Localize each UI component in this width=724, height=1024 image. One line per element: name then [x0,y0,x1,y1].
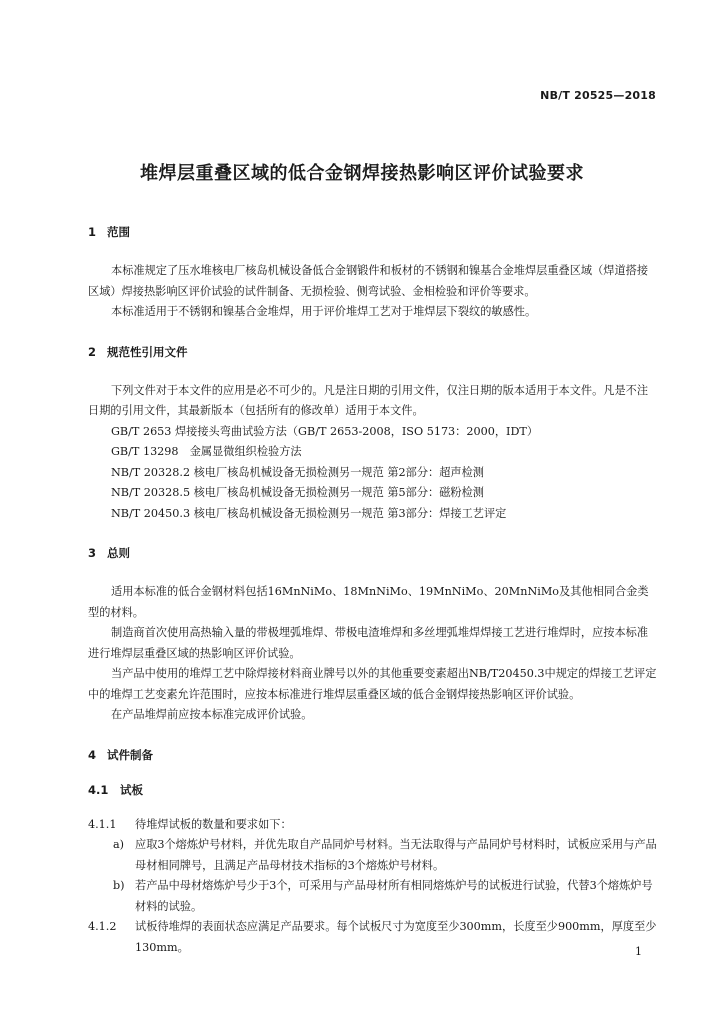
reference-item: GB/T 13298 金属显微组织检验方法 [111,445,302,458]
paragraph: 本标准适用于不锈钢和镍基合金堆焊，用于评价堆焊工艺对于堆焊层下裂纹的敏感性。 [111,305,537,318]
section-title: 总则 [107,546,130,560]
section-1-heading [88,222,658,242]
document-title: 堆焊层重叠区域的低合金钢焊接热影响区评价试验要求 [140,163,584,184]
subsection-4-1-heading [88,780,658,800]
list-item [88,876,658,917]
section-title: 试件制备 [107,747,153,762]
section-number: 3 [88,546,97,560]
reference-item: GB/T 2653 焊接接头弯曲试验方法（GB/T 2653-2008，ISO 5173：2000，IDT） [111,424,539,438]
clause-4-1-2 [88,917,658,958]
section-3-heading [88,543,658,563]
section-number: 1 [88,225,97,239]
subsection-title: 试板 [120,782,143,797]
paragraph: 当产品中使用的堆焊工艺中除焊接材料商业牌号以外的其他重要变素超出NB/T20450.3中规定的焊接工艺评定中的堆焊工艺变素允许范围时，应按本标准进行堆焊层重叠区域的低合金钢焊接热影响区评价试验。 [88,667,657,701]
clause-4-1-1 [88,815,658,836]
reference-item: NB/T 20450.3 核电厂核岛机械设备无损检测另一规范 第3部分：焊接工艺评定 [111,506,507,520]
paragraph: 下列文件对于本文件的应用是必不可少的。凡是注日期的引用文件，仅注日期的版本适用于本文件。凡是不注日期的引用文件，其最新版本（包括所有的修改单）适用于本文件。 [88,383,649,417]
list-item-text: 应取3个熔炼炉号材料，并优先取自产品同炉号材料。当无法取得与产品同炉号材料时，试板应采用与产品母材相同牌号，且满足产品母材技术指标的3个熔炼炉号材料。 [135,838,657,872]
clause-number: 4.1.1 [88,817,117,831]
paragraph: 本标准规定了压水堆核电厂核岛机械设备低合金钢锻件和板材的不锈钢和镍基合金堆焊层重叠区域（焊道搭接区域）焊接热影响区评价试验的试件制备、无损检验、侧弯试验、金相检验和评价等要求。 [88,264,649,298]
paragraph: 在产品堆焊前应按本标准完成评价试验。 [111,708,313,721]
list-item [88,835,658,876]
section-2-heading [88,342,658,362]
subsection-number: 4.1 [88,782,109,797]
list-marker: a) [113,838,125,851]
list-item-text: 若产品中母材熔炼炉号少于3个，可采用与产品母材所有相同熔炼炉号的试板进行试验，代替3个熔炼炉号材料的试验。 [135,879,653,913]
section-number: 2 [88,344,97,359]
reference-item: NB/T 20328.2 核电厂核岛机械设备无损检测另一规范 第2部分：超声检测 [111,465,484,479]
document-body [88,222,658,958]
list-marker: b) [113,879,125,892]
section-title: 规范性引用文件 [107,344,188,359]
standard-number: NB/T 20525—2018 [540,89,656,102]
reference-item: NB/T 20328.5 核电厂核岛机械设备无损检测另一规范 第5部分：磁粉检测 [111,486,484,499]
paragraph: 制造商首次使用高热输入量的带极埋弧堆焊、带极电渣堆焊和多丝埋弧堆焊焊接工艺进行堆焊时，应按本标准进行堆焊层重叠区域的热影响区评价试验。 [88,626,649,660]
paragraph: 适用本标准的低合金钢材料包括16MnNiMo、18MnNiMo、19MnNiMo、20MnNiMo及其他相同合金类型的材料。 [88,585,649,619]
clause-text: 试板待堆焊的表面状态应满足产品要求。每个试板尺寸为宽度至少300mm，长度至少900mm，厚度至少130mm。 [135,920,657,954]
section-title: 范围 [107,225,130,239]
section-4-heading [88,745,658,765]
clause-text: 待堆焊试板的数量和要求如下： [135,817,292,831]
clause-number: 4.1.2 [88,920,117,933]
page-number: 1 [635,945,642,958]
section-number: 4 [88,747,97,762]
